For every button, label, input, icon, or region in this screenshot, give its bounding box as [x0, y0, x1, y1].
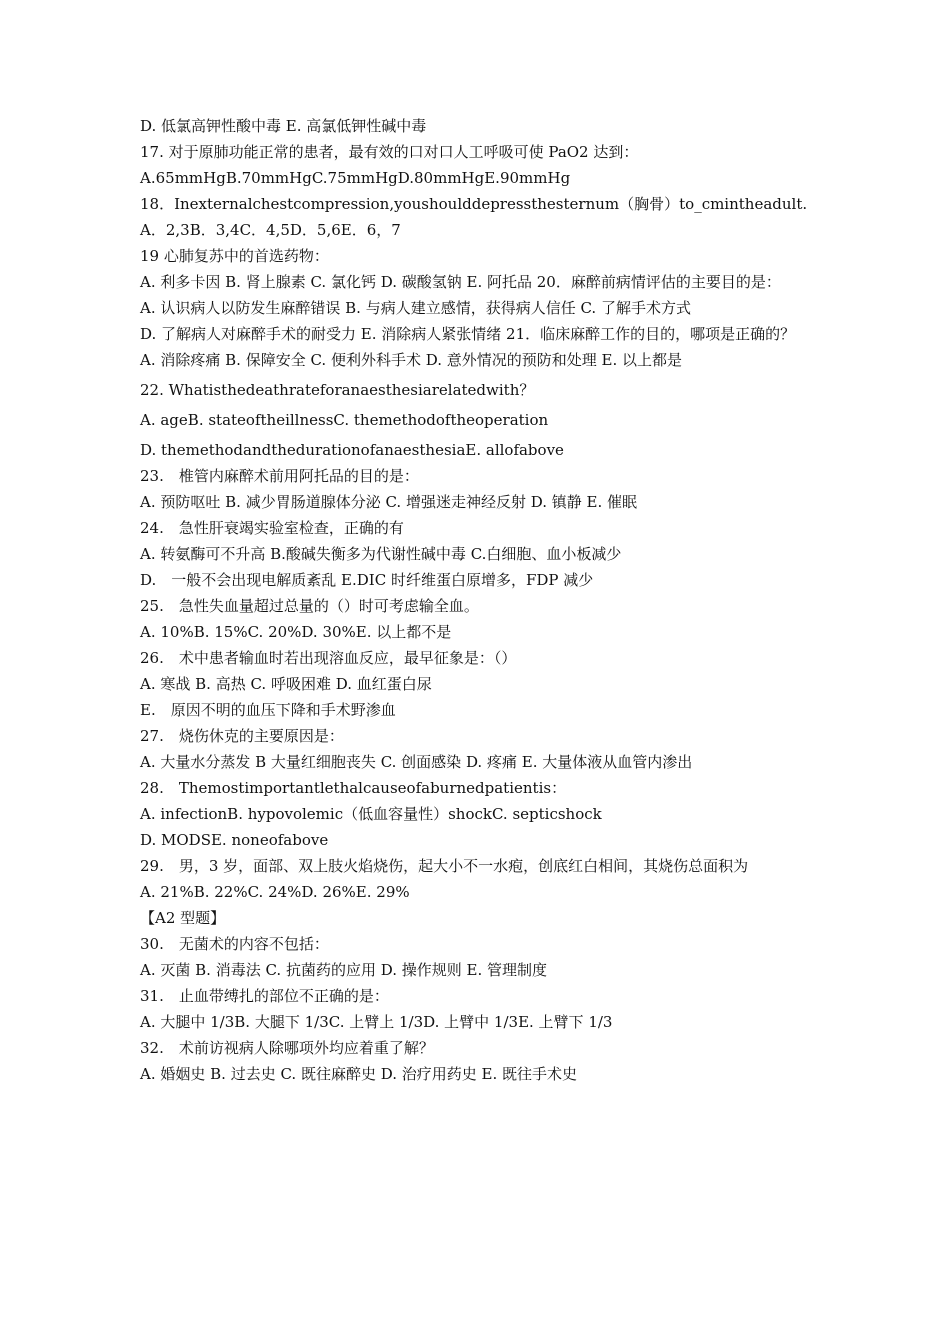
options-20-d-e-question-21: D. 了解病人对麻醉手术的耐受力 E. 消除病人紧张情绪 21．临床麻醉工作的目的，哪项是正确的？ [140, 325, 796, 343]
options-22-d-e: D. themethodandthedurationofanaesthesiaE. allofabove [140, 441, 564, 459]
document-body [140, 113, 810, 1087]
options-19-question-20: A. 利多卡因 B. 肾上腺素 C. 氯化钙 D. 碳酸氢钠 E. 阿托品 20．麻醉前病情评估的主要目的是： [140, 273, 781, 291]
question-32: 32. 术前访视病人除哪项外均应着重了解？ [140, 1039, 434, 1057]
options-23: A. 预防呕吐 B. 减少胃肠道腺体分泌 C. 增强迷走神经反射 D. 镇静 E. 催眠 [140, 493, 637, 511]
options-21: A. 消除疼痛 B. 保障安全 C. 便利外科手术 D. 意外情况的预防和处理 E. 以上都是 [140, 351, 682, 369]
options-28-d-e: D. MODSE. noneofabove [140, 831, 329, 849]
options-20-a-c: A. 认识病人以防发生麻醉错误 B. 与病人建立感情，获得病人信任 C. 了解手术方式 [140, 299, 691, 317]
options-30: A. 灭菌 B. 消毒法 C. 抗菌药的应用 D. 操作规则 E. 管理制度 [140, 961, 547, 979]
options-32: A. 婚姻史 B. 过去史 C. 既往麻醉史 D. 治疗用药史 E. 既往手术史 [140, 1065, 577, 1083]
question-22: 22. Whatisthedeathrateforanaesthesiarelatedwith？ [140, 381, 535, 399]
question-25: 25. 急性失血量超过总量的（）时可考虑输全血。 [140, 597, 479, 615]
options-27: A. 大量水分蒸发 B 大量红细胞丧失 C. 创面感染 D. 疼痛 E. 大量体液从血管内渗出 [140, 753, 693, 771]
options-24-d-e: D. 一般不会出现电解质紊乱 E.DIC 时纤维蛋白原增多，FDP 减少 [140, 571, 594, 589]
question-28: 28. Themostimportantlethalcauseofaburnedpatientis： [140, 779, 567, 797]
question-24: 24. 急性肝衰竭实验室检查，正确的有 [140, 519, 404, 537]
options-26-a-d: A. 寒战 B. 高热 C. 呼吸困难 D. 血红蛋白尿 [140, 675, 432, 693]
question-17: 17. 对于原肺功能正常的患者，最有效的口对口人工呼吸可使 PaO2 达到： [140, 143, 639, 161]
question-26: 26. 术中患者输血时若出现溶血反应，最早征象是：（） [140, 649, 517, 667]
option-line-16-d-e: D. 低氯高钾性酸中毒 E. 高氯低钾性碱中毒 [140, 117, 427, 135]
question-19: 19 心肺复苏中的首选药物： [140, 247, 329, 265]
options-28-a-c: A. infectionB. hypovolemic（低血容量性）shockC. septicshock [140, 805, 602, 823]
options-31: A. 大腿中 1/3B. 大腿下 1/3C. 上臂上 1/3D. 上臂中 1/3E. 上臂下 1/3 [140, 1013, 613, 1031]
options-25: A. 10%B. 15%C. 20%D. 30%E. 以上都不是 [140, 623, 452, 641]
options-22-a-c: A. ageB. stateoftheillnessC. themethodoftheoperation [140, 411, 549, 429]
options-17: A.65mmHgB.70mmHgC.75mmHgD.80mmHgE.90mmHg [140, 169, 571, 187]
question-18: 18．Inexternalchestcompression,youshoulddepressthesternum（胸骨）to_cmintheadult.A．2,3B．3,4C．4,5D．5,6E．6，7 [140, 195, 808, 239]
section-heading-a2: 【A2 型题】 [140, 909, 226, 927]
options-24-a-c: A. 转氨酶可不升高 B.酸碱失衡多为代谢性碱中毒 C.白细胞、血小板减少 [140, 545, 622, 563]
question-23: 23. 椎管内麻醉术前用阿托品的目的是： [140, 467, 419, 485]
question-31: 31. 止血带缚扎的部位不正确的是： [140, 987, 389, 1005]
question-30: 30. 无菌术的内容不包括： [140, 935, 329, 953]
question-29: 29. 男，3 岁，面部、双上肢火焰烧伤，起大小不一水疱，创底红白相间，其烧伤总面积为 [140, 857, 749, 875]
options-29: A. 21%B. 22%C. 24%D. 26%E. 29% [140, 883, 410, 901]
question-27: 27. 烧伤休克的主要原因是： [140, 727, 344, 745]
options-26-e: E. 原因不明的血压下降和手术野渗血 [140, 701, 396, 719]
